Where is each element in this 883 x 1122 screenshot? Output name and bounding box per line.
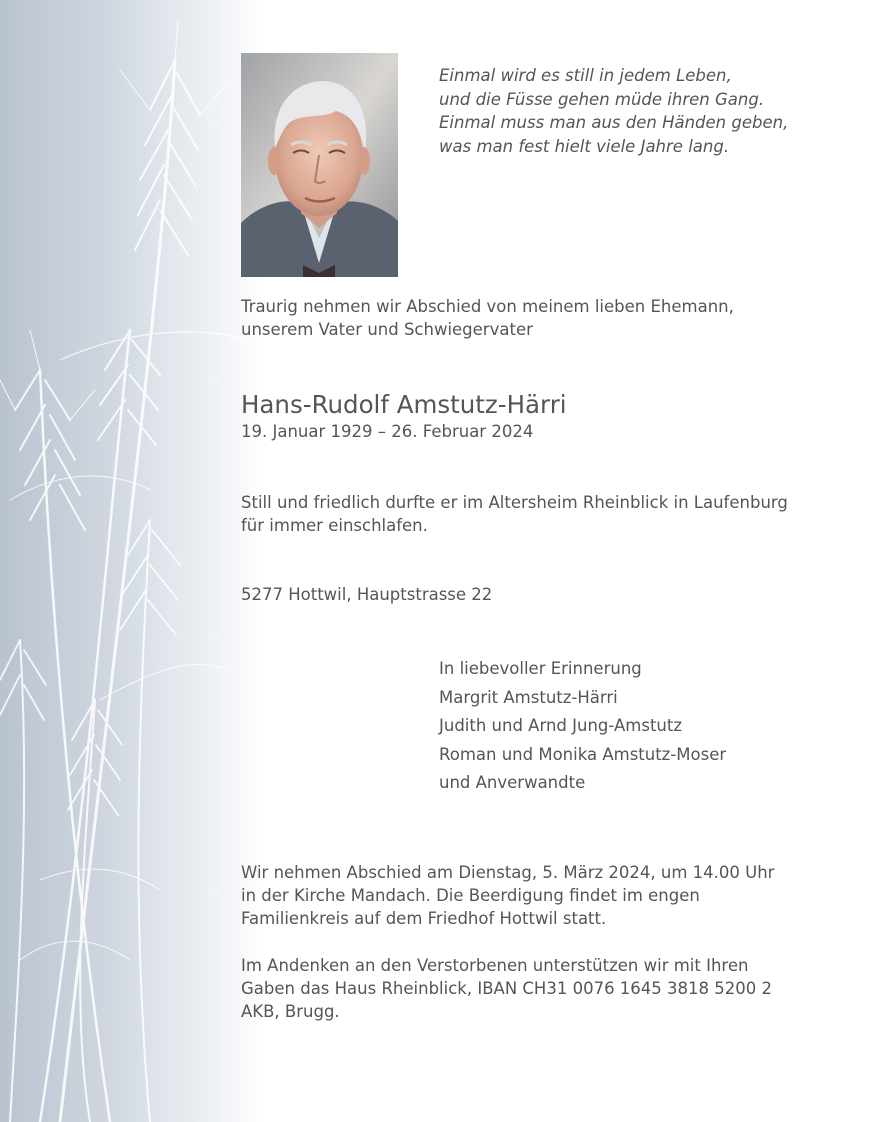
poem: [439, 64, 869, 158]
funeral-line: Wir nehmen Abschied am Dienstag, 5. März 2024, um 14.00 Uhr: [241, 863, 775, 882]
address: [241, 583, 861, 606]
funeral-line: Familienkreis auf dem Friedhof Hottwil statt.: [241, 909, 607, 928]
mourners-line: Margrit Amstutz-Härri: [439, 687, 618, 707]
passing-line: für immer einschlafen.: [241, 516, 428, 535]
poem-line: Einmal wird es still in jedem Leben,: [439, 66, 732, 85]
intro-line: Traurig nehmen wir Abschied von meinem lieben Ehemann,: [241, 297, 734, 316]
passing-line: Still und friedlich durfte er im Altersheim Rheinblick in Laufenburg: [241, 493, 788, 512]
deceased-block: [241, 389, 861, 443]
donation-line: AKB, Brugg.: [241, 1002, 340, 1021]
passing-text: [241, 491, 861, 537]
mourners-line: und Anverwandte: [439, 773, 586, 792]
portrait-photo: [241, 53, 398, 277]
life-dates: 19. Januar 1929 – 26. Februar 2024: [241, 422, 534, 441]
donation-text: [241, 954, 861, 1023]
mourners-line: In liebevoller Erinnerung: [439, 659, 642, 678]
poem-line: was man fest hielt viele Jahre lang.: [439, 136, 730, 156]
mourners-list: [439, 655, 859, 798]
address-line: 5277 Hottwil, Hauptstrasse 22: [241, 585, 493, 604]
poem-line: und die Füsse gehen müde ihren Gang.: [439, 89, 765, 109]
mourners-line: Roman und Monika Amstutz-Moser: [439, 744, 727, 764]
intro-text: [241, 295, 861, 341]
deceased-name: Hans-Rudolf Amstutz-Härri: [241, 390, 567, 419]
mourners-line: Judith und Arnd Jung-Amstutz: [439, 716, 683, 735]
intro-line: unserem Vater und Schwiegervater: [241, 320, 533, 339]
poem-line: Einmal muss man aus den Händen geben,: [439, 113, 789, 132]
funeral-line: in der Kirche Mandach. Die Beerdigung findet im engen: [241, 886, 700, 905]
funeral-text: [241, 861, 861, 930]
donation-line: Gaben das Haus Rheinblick, IBAN CH31 0076 1645 3818 5200 2: [241, 979, 773, 998]
donation-line: Im Andenken an den Verstorbenen unterstützen wir mit Ihren: [241, 956, 749, 975]
